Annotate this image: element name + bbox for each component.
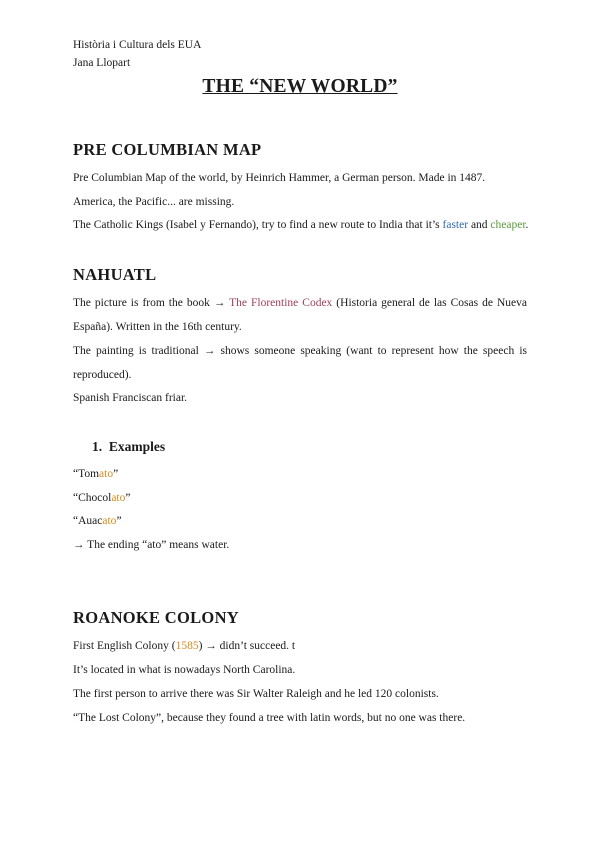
example-tomato-root: “Tom (73, 468, 100, 480)
example-auacato (73, 514, 527, 528)
heading-nahuatl: NAHUATL (73, 265, 157, 284)
examples-label: Examples (108, 439, 166, 454)
nahuatl-paragraph-2-line-2: reproduced). (73, 369, 132, 381)
year-1585: 1585 (175, 640, 199, 652)
roanoke-p1-end: ) → didn’t succeed. t (198, 640, 296, 652)
header-course: Història i Cultura dels EUA (73, 39, 202, 51)
map-p3-end: . (525, 219, 529, 231)
nahuatl-paragraph-1-line-1 (73, 296, 527, 310)
examples-note: → The ending “ato” means water. (73, 539, 230, 551)
page-title: THE “NEW WORLD” (202, 76, 398, 97)
example-chocolato-suffix: ato (111, 492, 126, 504)
example-tomato-quote: ” (113, 468, 119, 480)
example-chocolato-root: “Chocol (73, 492, 112, 504)
example-chocolato-quote: ” (125, 492, 131, 504)
roanoke-paragraph-1 (73, 639, 527, 653)
roanoke-p1-start: First English Colony ( (73, 640, 176, 652)
map-p3-and: and (468, 219, 491, 231)
heading-roanoke-colony: ROANOKE COLONY (73, 608, 240, 627)
map-paragraph-1: Pre Columbian Map of the world, by Heinrich Hammer, a German person. Made in 1487. (73, 172, 486, 184)
example-auacato-root: “Auac (73, 515, 103, 527)
nahuatl-paragraph-2-line-1: The painting is traditional → shows someone speaking (want to represent how the speech is (73, 345, 527, 357)
nahuatl-p1-rest: (Historia general de las Cosas de Nueva (332, 297, 527, 309)
example-tomato (73, 467, 527, 481)
nahuatl-p1-start: The picture is from the book → (73, 297, 230, 309)
roanoke-paragraph-2: It’s located in what is nowadays North Carolina. (73, 664, 296, 676)
example-tomato-suffix: ato (99, 468, 114, 480)
example-chocolato (73, 491, 527, 505)
word-faster: faster (442, 219, 469, 231)
example-auacato-suffix: ato (102, 515, 117, 527)
example-auacato-quote: ” (116, 515, 122, 527)
book-title-florentine-codex: The Florentine Codex (229, 297, 333, 309)
word-cheaper: cheaper (490, 219, 526, 231)
roanoke-paragraph-3: The first person to arrive there was Sir Walter Raleigh and he led 120 colonists. (73, 688, 439, 700)
nahuatl-paragraph-1-line-2: España). Written in the 16th century. (73, 321, 242, 333)
map-paragraph-2: America, the Pacific... are missing. (73, 196, 235, 208)
roanoke-paragraph-4: “The Lost Colony”, because they found a tree with latin words, but no one was there. (73, 712, 466, 724)
nahuatl-paragraph-3: Spanish Franciscan friar. (73, 392, 188, 404)
map-paragraph-3 (73, 218, 527, 232)
subheading-examples (92, 439, 165, 455)
heading-pre-columbian-map: PRE COLUMBIAN MAP (73, 140, 262, 159)
header-author: Jana Llopart (73, 57, 131, 69)
map-p3-start: The Catholic Kings (Isabel y Fernando), try to find a new route to India that it’s (73, 219, 443, 231)
list-number: 1. (92, 439, 103, 454)
